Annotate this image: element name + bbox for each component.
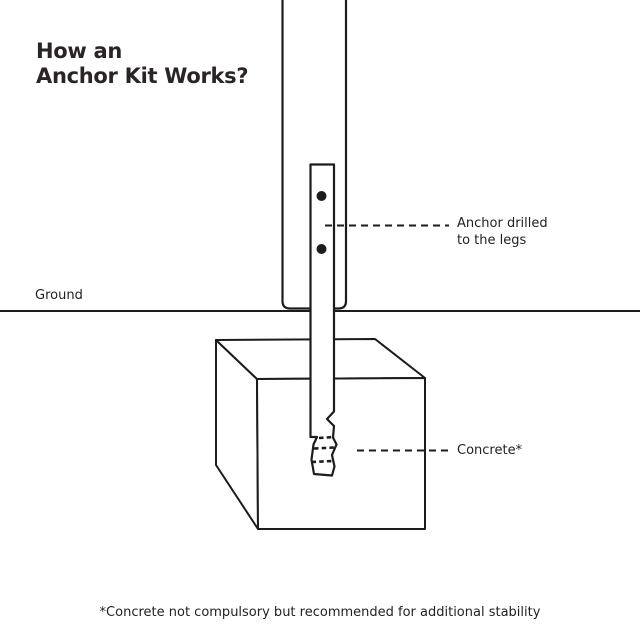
anchor-strip: [311, 165, 337, 476]
anchor-callout-line2: to the legs: [457, 233, 527, 248]
bolt-dot-bottom: [317, 244, 327, 254]
page-title-line2: Anchor Kit Works?: [36, 64, 249, 88]
bolt-dot-top: [317, 191, 327, 201]
anchor-callout-label: [457, 215, 548, 249]
page-title: [36, 39, 248, 89]
footnote: *Concrete not compulsory but recommended for additional stability: [99, 605, 541, 620]
page-title-line1: How an: [36, 39, 123, 63]
concrete-front-face: [257, 378, 425, 529]
concrete-callout-label: Concrete*: [457, 443, 523, 458]
anchor-callout-line1: Anchor drilled: [457, 216, 548, 231]
ground-label: Ground: [35, 288, 83, 303]
